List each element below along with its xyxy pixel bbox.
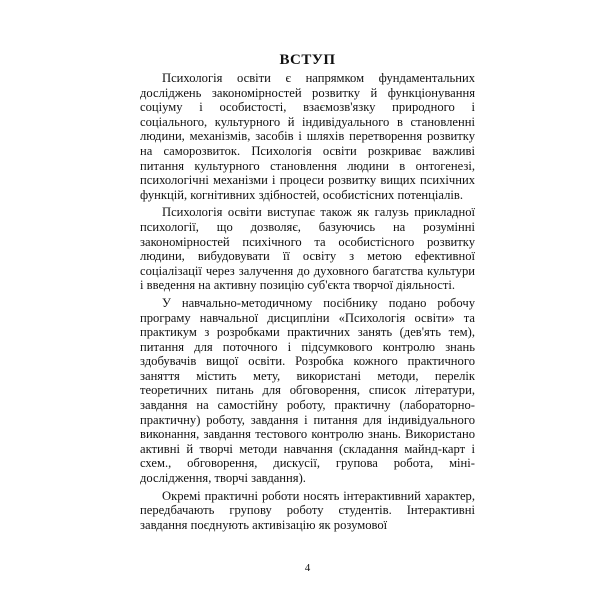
- paragraph-4: Окремі практичні роботи носять інтерактивний характер, передбачають групову роботу студентів. Інтерактивні завдання поєднують активізацію як розумової: [140, 488, 475, 532]
- paragraph-1: Психологія освіти є напрямком фундаментальних досліджень закономірностей розвитку й функціонування соціуму і особистості, взаємозв'язку природного і соціального, культурного й індивідуального в становленні людини, механізмів, засобів і шляхів перетворення розвитку на саморозвиток. Психологія освіти розкриває важливі питання культурного становлення людини в онтогенезі, психологічні механізми і процеси розвитку вищих психічних функцій, когнітивних здібностей, особистісних потенціалів.: [140, 71, 475, 202]
- document-page: [140, 52, 475, 592]
- page-number: 4: [304, 562, 311, 574]
- paragraph-2: Психологія освіти виступає також як галузь прикладної психології, що дозволяє, базуючись на розумінні закономірностей психічного та особистісного розвитку людини, вибудовувати її освіту з метою ефективної соціалізації через залучення до духовного багатства культури і введення на активну позицію суб'єкта творчої діяльності.: [140, 205, 475, 293]
- section-title: ВСТУП: [279, 52, 336, 68]
- paragraph-3: У навчально-методичному посібнику подано робочу програму навчальної дисципліни «Психологія освіти» та практикум з розробками практичних занять (дев'ять тем), питання для поточного і підсумкового контролю знань здобувачів вищої освіти. Розробка кожного практичного заняття містить мету, використані методи, перелік теоретичних питань для обговорення, список літератури, завдання на самостійну роботу, практичну (лабораторно-практичну) роботу, завдання і питання для індивідуального виконання, завдання тестового контролю знань. Використано активні й творчі методи навчання (складання майнд-карт і схем., обговорення, дискусії, групова робота, міні-дослідження, творчі завдання).: [140, 295, 475, 486]
